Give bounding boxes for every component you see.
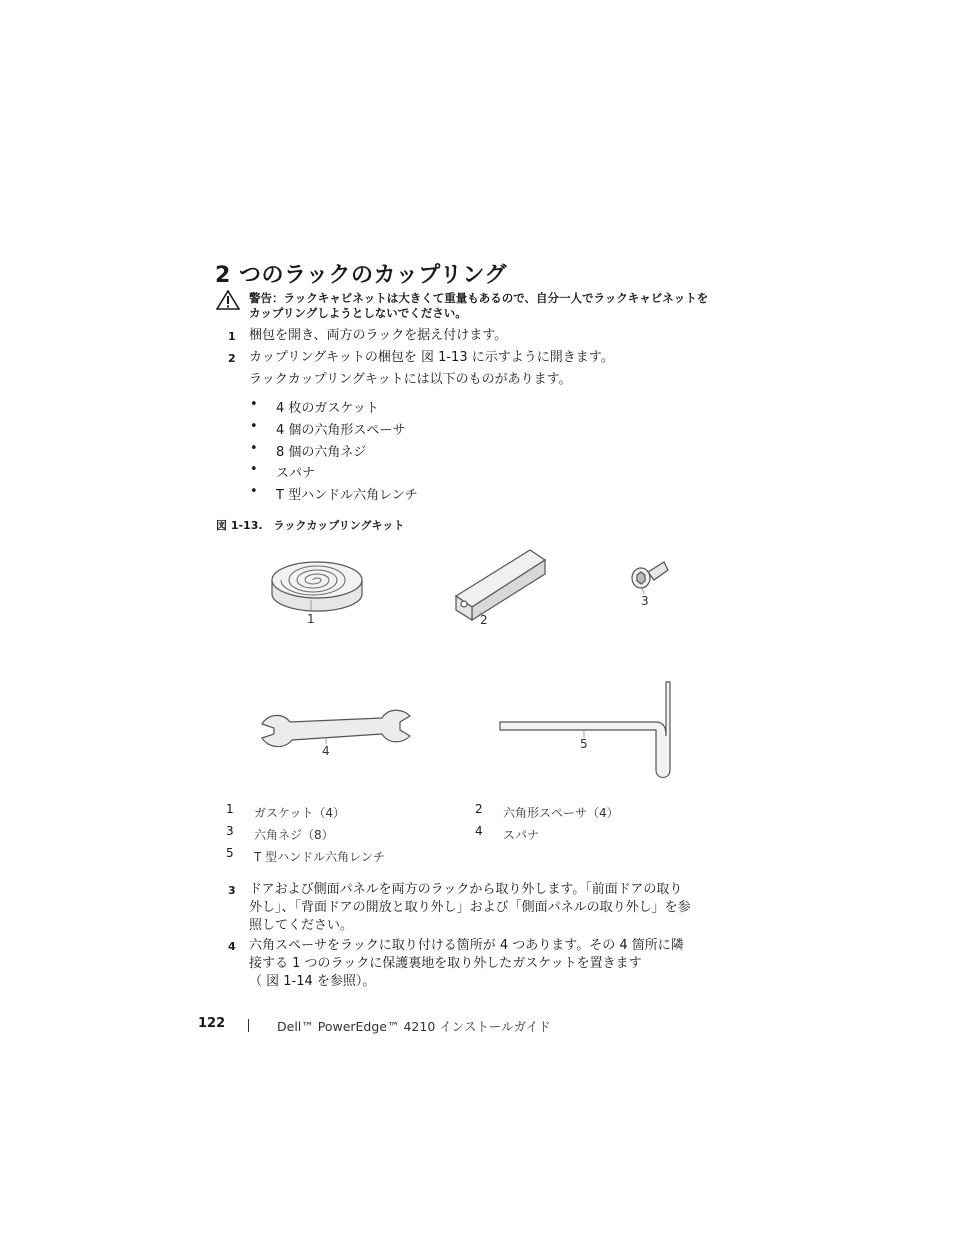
legend-text: 六角形スペーサ（4） [503, 806, 619, 820]
step-text: カップリングキットの梱包を 図 1-13 に示すように開きます。 [249, 350, 614, 365]
step-text-line: ドアおよび側面パネルを両方のラックから取り外します。「前面ドアの取り [249, 882, 683, 897]
step-text-line: 外し」、「背面ドアの開放と取り外し」および「側面パネルの取り外し」を参 [249, 900, 691, 915]
callout-label: 4 [322, 744, 330, 758]
legend-number: 5 [226, 846, 234, 860]
bullet: • [250, 397, 258, 412]
step-text: 梱包を開き、両方のラックを据え付けます。 [249, 328, 508, 343]
callout-label: 3 [641, 594, 649, 608]
list-item: 4 枚のガスケット [276, 401, 379, 416]
step-text-line: （ 図 1-14 を参照）。 [249, 974, 376, 989]
step-text-line: 照してください。 [249, 918, 354, 933]
warning-text: 警告：ラックキャビネットは大きくて重量もあるので、自分一人でラックキャビネットをカップリングしようとしないでください。 [249, 291, 709, 320]
legend-text: 六角ネジ（8） [254, 828, 334, 842]
list-item: スパナ [276, 466, 316, 481]
spanner-image [262, 710, 410, 746]
legend-number: 2 [475, 802, 483, 816]
bullet: • [250, 419, 258, 434]
step-text-line: 六角スペーサをラックに取り付ける箇所が 4 つあります。その 4 箇所に隣 [249, 938, 684, 953]
legend-number: 1 [226, 802, 234, 816]
callout-label: 5 [580, 737, 588, 751]
bullet: • [250, 462, 258, 477]
legend-number: 4 [475, 824, 483, 838]
gasket-image [272, 562, 362, 612]
list-item: T 型ハンドル六角レンチ [276, 488, 418, 503]
hex-screw-image [632, 562, 668, 594]
footer-divider [248, 1019, 249, 1032]
page-title: 2 つのラックのカップリング [215, 263, 507, 288]
callout-label: 2 [480, 613, 488, 627]
step-number: 1 [228, 330, 236, 343]
bullet: • [250, 484, 258, 499]
hex-wrench-image [500, 682, 670, 778]
step-number: 3 [228, 884, 236, 897]
step-number: 4 [228, 940, 236, 953]
kit-intro: ラックカップリングキットには以下のものがあります。 [249, 372, 572, 387]
callout-label: 1 [307, 612, 315, 626]
legend-text: T 型ハンドル六角レンチ [254, 850, 385, 864]
page-number: 122 [198, 1016, 226, 1031]
legend-number: 3 [226, 824, 234, 838]
step-text-line: 接する 1 つのラックに保護裏地を取り外したガスケットを置きます [249, 956, 642, 971]
figure-caption: 図 1-13. ラックカップリングキット [216, 519, 405, 532]
legend-text: ガスケット（4） [254, 806, 346, 820]
footer-text: Dell™ PowerEdge™ 4210 インストールガイド [277, 1019, 551, 1034]
step-number: 2 [228, 352, 236, 365]
bullet: • [250, 441, 258, 456]
legend-text: スパナ [503, 828, 540, 842]
list-item: 8 個の六角ネジ [276, 445, 367, 460]
list-item: 4 個の六角形スペーサ [276, 423, 406, 438]
hex-spacer-image [456, 550, 545, 620]
